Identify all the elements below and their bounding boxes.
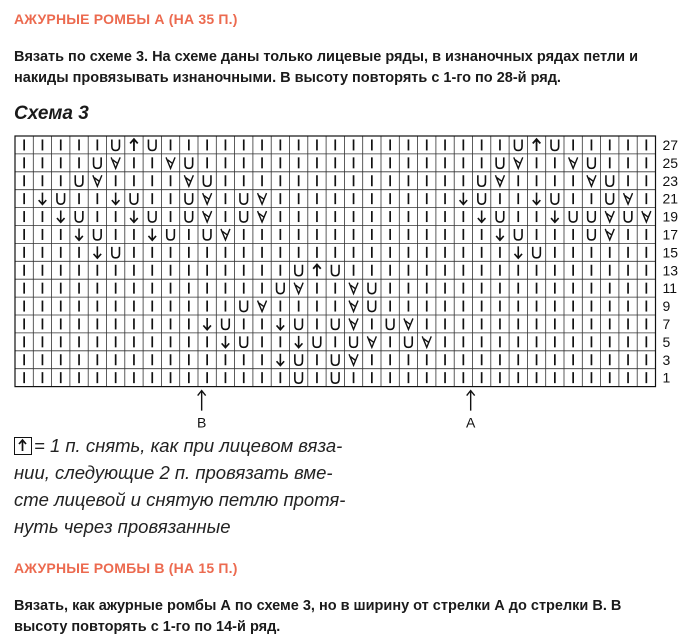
decrease-arrow-symbol <box>112 193 120 205</box>
k2tog-symbol <box>404 318 413 329</box>
yarn-over-symbol <box>185 211 193 222</box>
yarn-over-symbol <box>240 211 248 222</box>
k2tog-symbol <box>495 175 504 186</box>
yarn-over-symbol <box>313 336 321 347</box>
k2tog-symbol <box>349 301 358 312</box>
decrease-arrow-symbol <box>514 246 522 258</box>
legend-text-line-4: нуть через провязанные <box>14 516 231 537</box>
row-number: 13 <box>662 262 679 279</box>
yarn-over-symbol <box>75 211 83 222</box>
decrease-arrow-symbol <box>496 228 504 240</box>
yarn-over-symbol <box>624 211 632 222</box>
yarn-over-symbol <box>569 211 577 222</box>
yarn-over-symbol <box>222 318 230 329</box>
yarn-over-symbol <box>112 139 120 150</box>
decrease-arrow-symbol <box>533 193 541 205</box>
marker-b-arrow-icon <box>198 391 206 411</box>
marker-b-label: B <box>196 414 207 431</box>
row-number: 9 <box>662 298 671 315</box>
yarn-over-symbol <box>514 229 522 240</box>
k2tog-symbol <box>587 175 596 186</box>
double-decrease-symbol <box>313 264 321 276</box>
decrease-arrow-symbol <box>277 354 285 366</box>
section-a-text: Вязать по схеме 3. На схеме даны только лицевые ряды, в изнаночных рядах петли и накиды провязывать изнаночными. В высоту повторять с 1-го по 28-й ряд. <box>14 49 638 86</box>
k2tog-symbol <box>111 157 120 168</box>
k2tog-symbol <box>367 336 376 347</box>
decrease-arrow-symbol <box>203 318 211 330</box>
yarn-over-symbol <box>551 139 559 150</box>
yarn-over-symbol <box>148 211 156 222</box>
yarn-over-symbol <box>496 211 504 222</box>
yarn-over-symbol <box>331 354 339 365</box>
section-a-title: АЖУРНЫЕ РОМБЫ А (НА 35 П.) <box>14 11 238 27</box>
k2tog-symbol <box>258 211 267 222</box>
yarn-over-symbol <box>277 283 285 294</box>
decrease-arrow-symbol <box>130 211 138 223</box>
k2tog-symbol <box>349 354 358 365</box>
yarn-over-symbol <box>295 318 303 329</box>
yarn-over-symbol <box>496 157 504 168</box>
decrease-arrow-symbol <box>148 228 156 240</box>
k2tog-symbol <box>569 157 578 168</box>
k2tog-symbol <box>203 193 212 204</box>
row-number: 1 <box>662 369 671 386</box>
yarn-over-symbol <box>295 354 303 365</box>
yarn-over-symbol <box>57 193 65 204</box>
yarn-over-symbol <box>148 139 156 150</box>
yarn-over-symbol <box>167 229 175 240</box>
yarn-over-symbol <box>94 157 102 168</box>
yarn-over-symbol <box>75 175 83 186</box>
row-number: 3 <box>662 351 671 368</box>
row-number: 19 <box>662 208 679 225</box>
k2tog-symbol <box>93 175 102 186</box>
yarn-over-symbol <box>514 139 522 150</box>
yarn-over-symbol <box>606 193 614 204</box>
yarn-over-symbol <box>331 318 339 329</box>
yarn-over-symbol <box>240 193 248 204</box>
marker-a-arrow-icon <box>467 391 475 411</box>
decrease-arrow-symbol <box>75 228 83 240</box>
row-number: 17 <box>662 226 679 243</box>
row-number: 25 <box>662 154 679 171</box>
yarn-over-symbol <box>478 175 486 186</box>
legend <box>14 432 414 540</box>
yarn-over-symbol <box>478 193 486 204</box>
section-b-title: АЖУРНЫЕ РОМБЫ В (НА 15 П.) <box>14 560 238 576</box>
k2tog-symbol <box>514 157 523 168</box>
k2tog-symbol <box>166 157 175 168</box>
yarn-over-symbol <box>240 301 248 312</box>
yarn-over-symbol <box>386 318 394 329</box>
k2tog-symbol <box>605 211 614 222</box>
yarn-over-symbol <box>130 193 138 204</box>
yarn-over-symbol <box>588 211 596 222</box>
double-decrease-symbol <box>130 139 138 151</box>
legend-line-1 <box>14 432 414 459</box>
yarn-over-symbol <box>368 283 376 294</box>
decrease-arrow-symbol <box>94 246 102 258</box>
k2tog-symbol <box>349 318 358 329</box>
yarn-over-symbol <box>368 301 376 312</box>
k2tog-symbol <box>422 336 431 347</box>
row-number: 23 <box>662 172 679 189</box>
yarn-over-symbol <box>606 175 614 186</box>
yarn-over-symbol <box>295 265 303 276</box>
legend-text-line-3: сте лицевой и снятую петлю протя- <box>14 489 346 510</box>
yarn-over-symbol <box>185 157 193 168</box>
row-number: 5 <box>662 333 671 350</box>
row-number: 27 <box>662 136 679 153</box>
scheme-title: Схема 3 <box>14 103 89 124</box>
k2tog-symbol <box>349 283 358 294</box>
yarn-over-symbol <box>203 175 211 186</box>
yarn-over-symbol <box>551 193 559 204</box>
marker-a-label: A <box>465 414 476 431</box>
row-number: 21 <box>662 190 679 207</box>
yarn-over-symbol <box>240 336 248 347</box>
decrease-arrow-symbol <box>57 211 65 223</box>
decrease-arrow-symbol <box>551 211 559 223</box>
yarn-over-symbol <box>295 372 303 383</box>
yarn-over-symbol <box>112 247 120 258</box>
yarn-over-symbol <box>405 336 413 347</box>
k2tog-symbol <box>642 211 651 222</box>
yarn-over-symbol <box>94 229 102 240</box>
decrease-arrow-symbol <box>295 336 303 348</box>
decrease-arrow-symbol <box>478 211 486 223</box>
k2tog-symbol <box>184 175 193 186</box>
k2tog-symbol <box>221 229 230 240</box>
k2tog-symbol <box>258 301 267 312</box>
decrease-arrow-symbol <box>39 193 47 205</box>
k2tog-symbol <box>258 193 267 204</box>
yarn-over-symbol <box>185 193 193 204</box>
decrease-arrow-symbol <box>222 336 230 348</box>
k2tog-symbol <box>605 229 614 240</box>
k2tog-symbol <box>624 193 633 204</box>
legend-text-line-2: нии, следующие 2 п. провязать вме- <box>14 462 333 483</box>
legend-text-line-1: = 1 п. снять, как при лицевом вяза- <box>34 435 343 456</box>
yarn-over-symbol <box>588 229 596 240</box>
decrease-arrow-symbol <box>460 193 468 205</box>
row-number: 7 <box>662 315 671 332</box>
row-number: 15 <box>662 244 679 261</box>
k2tog-symbol <box>294 283 303 294</box>
yarn-over-symbol <box>350 336 358 347</box>
double-decrease-symbol-icon <box>14 437 32 455</box>
decrease-arrow-symbol <box>277 318 285 330</box>
k2tog-symbol <box>203 211 212 222</box>
yarn-over-symbol <box>533 247 541 258</box>
yarn-over-symbol <box>588 157 596 168</box>
double-decrease-symbol <box>533 139 541 151</box>
section-b-text: Вязать, как ажурные ромбы А по схеме 3, но в ширину от стрелки А до стрелки В. В высоту повторять с 1-го по 14-й ряд. <box>14 598 622 635</box>
row-number: 11 <box>662 280 678 297</box>
yarn-over-symbol <box>331 372 339 383</box>
yarn-over-symbol <box>203 229 211 240</box>
yarn-over-symbol <box>331 265 339 276</box>
